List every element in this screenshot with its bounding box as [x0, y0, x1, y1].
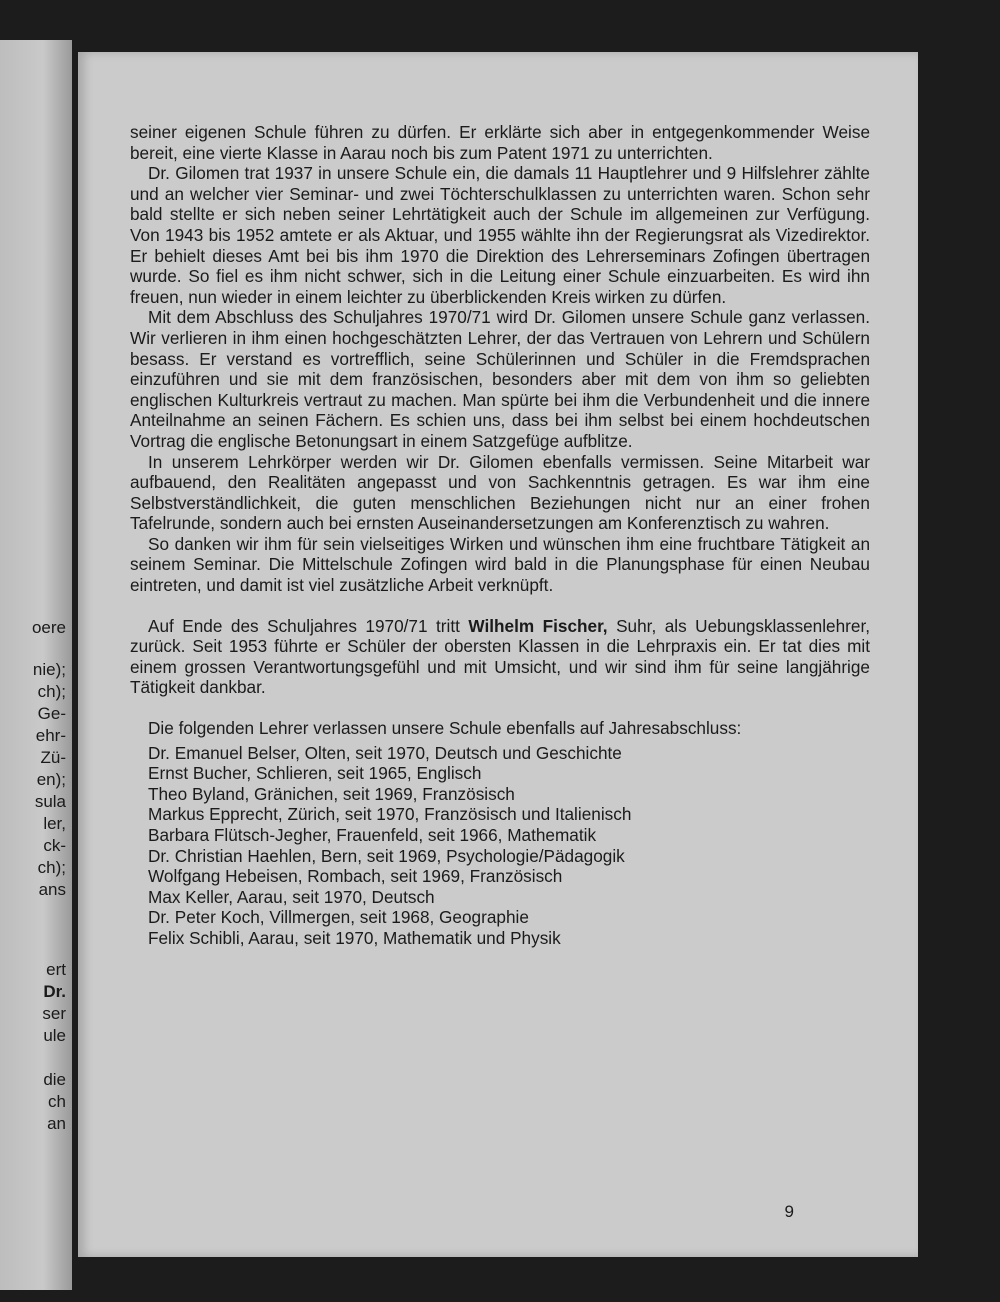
paragraph-6-start: Auf Ende des Schuljahres 1970/71 tritt — [148, 615, 469, 636]
left-page-fragment: ert — [46, 960, 66, 979]
page-body — [130, 122, 870, 949]
paragraph-1: seiner eigenen Schule führen zu dürfen. Er erklärte sich aber in entgegenkommender Weise bereit, eine vierte Klasse in Aarau noch bis zum Patent 1971 zu unterrichten. — [130, 122, 870, 163]
paragraph-5: So danken wir ihm für sein vielseitiges Wirken und wünschen ihm eine fruchtbare Tätigkeit an seinem Seminar. Die Mittelschule Zofingen wird bald in die Planungsphase für einen Neubau eintreten, und damit ist viel zusätzliche Arbeit verknüpft. — [130, 533, 870, 596]
left-page-fragment: ch); — [37, 858, 66, 877]
left-page-fragment: Ge- — [37, 704, 66, 723]
list-item: Wolfgang Hebeisen, Rombach, seit 1969, Französisch — [148, 866, 563, 887]
left-page-fragment: ser — [42, 1004, 66, 1023]
list-item: Felix Schibli, Aarau, seit 1970, Mathematik und Physik — [148, 927, 561, 948]
list-item: Barbara Flütsch-Jegher, Frauenfeld, seit 1966, Mathematik — [148, 825, 597, 845]
left-page-fragment: ck- — [43, 836, 66, 855]
left-page-fragment: ans — [38, 880, 66, 899]
paragraph-2: Dr. Gilomen trat 1937 in unsere Schule ein, die damals 11 Hauptlehrer und 9 Hilfslehrer zählte und an welcher vier Seminar- und zwei Töchterschulklassen zu unterrichten waren. Schon sehr bald stellte er sich neben seiner Lehrtätigkeit auch der Schule im allgemeinen zur Verfügung. Von 1943 bis 1952 amtete er als Aktuar, und 1955 wählte ihn der Regierungsrat als Vizedirektor. Er behielt dieses Amt bei bis ihm 1970 die Direktion des Lehrerseminars Zofingen übertragen wurde. So fiel es ihm nicht schwer, sich in die Leitung einer Schule einzuarbeiten. Es wird ihn freuen, nun wieder in einem leichter zu überblickenden Kreis wirken zu dürfen. — [130, 163, 870, 307]
page-number: 9 — [784, 1202, 794, 1221]
left-page-fragment: oere — [31, 618, 66, 637]
left-page-fragment: ler, — [43, 814, 66, 833]
left-page-fragment: ch); — [37, 682, 66, 701]
paragraph-6 — [130, 616, 870, 698]
left-page-edge — [0, 40, 72, 1290]
left-page-fragment: ule — [43, 1026, 66, 1045]
left-page-fragment: Dr. — [43, 982, 66, 1001]
list-item: Dr. Christian Haehlen, Bern, seit 1969, Psychologie/Pädagogik — [148, 845, 625, 866]
left-page-fragment: nie); — [32, 660, 66, 679]
left-page-fragment: Zü- — [40, 748, 66, 767]
paragraph-6-end: Suhr, als Uebungsklassenlehrer, zurück. Seit 1953 führte er Schüler der obersten Klassen in die Lehrpraxis ein. Er tat dies mit einem grossen Verantwortungsgefühl und mit Umsicht, und wir sind ihm für seine langjährige Tätigkeit dankbar. — [130, 615, 871, 698]
list-item: Theo Byland, Gränichen, seit 1969, Französisch — [148, 783, 515, 804]
list-item: Markus Epprecht, Zürich, seit 1970, Französisch und Italienisch — [148, 804, 632, 825]
left-page-fragment: ehr- — [35, 726, 66, 745]
list-item: Dr. Emanuel Belser, Olten, seit 1970, Deutsch und Geschichte — [148, 742, 622, 763]
left-page-fragment: en); — [36, 770, 66, 789]
teacher-list — [130, 743, 870, 949]
list-item: Ernst Bucher, Schlieren, seit 1965, Englisch — [148, 763, 482, 784]
teacher-name-fischer: Wilhelm Fischer, — [468, 615, 608, 636]
paragraph-4: In unserem Lehrkörper werden wir Dr. Gilomen ebenfalls vermissen. Seine Mitarbeit war aufbauend, den Realitäten angepasst und von Sachkenntnis getragen. Es war ihm eine Selbstverständlichkeit, die guten menschlichen Beziehungen nicht nur an einer frohen Tafelrunde, sondern auch bei ernsten Auseinandersetzungen am Konferenztisch zu wahren. — [130, 451, 870, 534]
book-page — [78, 52, 918, 1257]
list-item: Max Keller, Aarau, seit 1970, Deutsch — [148, 886, 435, 907]
left-page-fragment: die — [43, 1070, 66, 1089]
paragraph-3: Mit dem Abschluss des Schuljahres 1970/71 wird Dr. Gilomen unsere Schule ganz verlassen. Wir verlieren in ihm einen hochgeschätzten Lehrer, der das Vertrauen von Lehrern und Schülern besass. Er verstand es vortrefflich, seine Schülerinnen und Schüler in die Fremdsprachen einzuführen und sie mit dem französischen, besonders aber mit dem von ihm so geliebten englischen Kulturkreis vertraut zu machen. Man spürte bei ihm die Verbundenheit und die innere Anteilnahme an seinen Fächern. Es schien uns, dass bei ihm selbst bei einem hochdeutschen Vortrag die englische Betonungsart in einem Satzgefüge aufblitze. — [130, 307, 870, 451]
list-item: Dr. Peter Koch, Villmergen, seit 1968, Geographie — [148, 907, 529, 928]
left-page-fragment: ch — [48, 1092, 66, 1111]
left-page-fragment: an — [47, 1114, 66, 1133]
paragraph-7: Die folgenden Lehrer verlassen unsere Schule ebenfalls auf Jahresabschluss: — [148, 718, 742, 739]
left-page-fragment: sula — [34, 792, 66, 811]
